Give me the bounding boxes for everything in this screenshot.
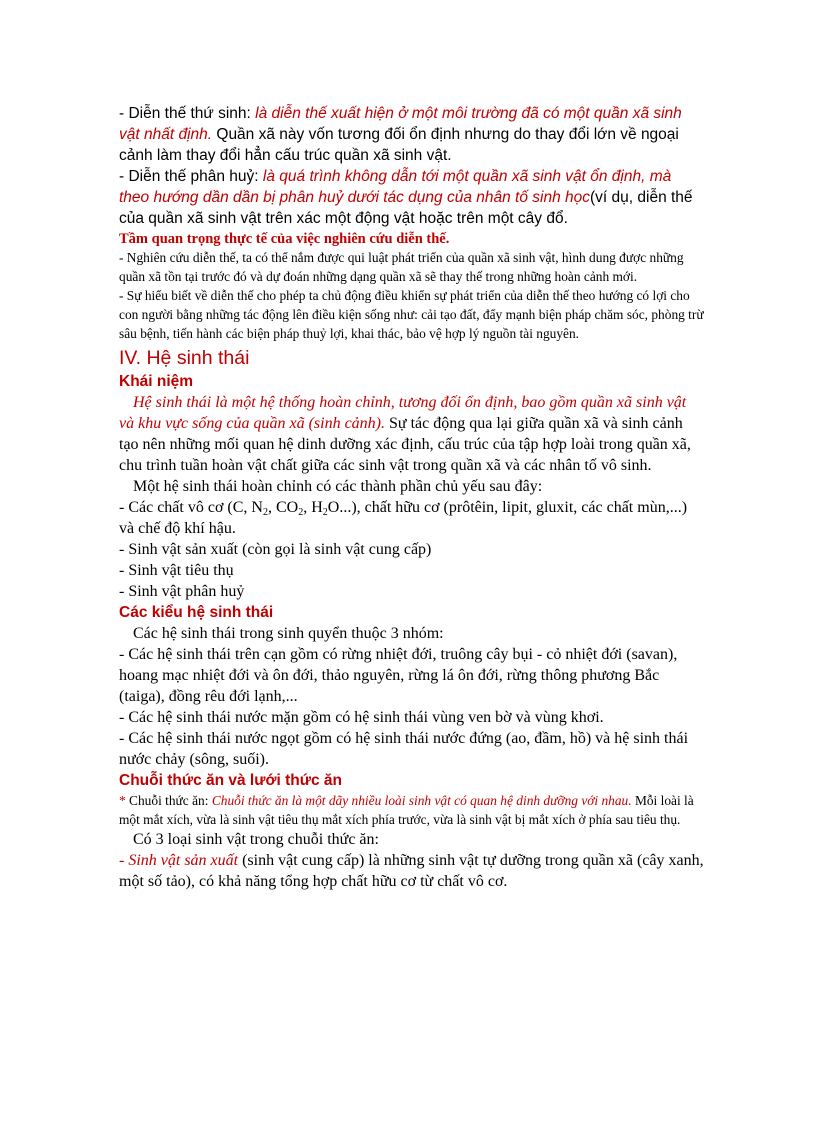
subscript: 2 — [298, 507, 304, 518]
term-lead: - Diễn thế thứ sinh: — [119, 105, 256, 122]
definition: là quá trình không dẫn tới một quần xã sinh vật ổn định, mà theo hướng dần dần bị phân huỷ dưới tác dụng của nhân tố sinh học — [119, 168, 672, 206]
definition: là diễn thế xuất hiện ở một môi trường đã có một quần xã sinh vật nhất định. — [119, 105, 682, 143]
paragraph-food-chain — [119, 791, 704, 829]
term-lead: Chuỗi thức ăn: — [129, 793, 212, 808]
heading-ecosystem-types: Các kiểu hệ sinh thái — [119, 604, 274, 621]
text: - Các chất vô cơ (C, N — [119, 499, 263, 516]
paragraph-text: (ví dụ, diễn thế của quần xã sinh vật trên xác một động vật hoặc trên một cây đổ. — [119, 189, 693, 227]
heading-concept: Khái niệm — [119, 373, 194, 390]
list-item-inorganic — [119, 497, 704, 539]
list-item-producers: - Sinh vật sản xuất (còn gọi là sinh vật cung cấp) — [119, 541, 432, 558]
text: , H — [303, 499, 323, 516]
definition: Hệ sinh thái là một hệ thống hoàn chỉnh, tương đối ổn định, bao gồm quần xã sinh vật và khu vực sống của quần xã (sinh cảnh). — [119, 394, 687, 432]
list-item-freshwater: - Các hệ sinh thái nước ngọt gồm có hệ sinh thái nước đứng (ao, đầm, hồ) và hệ sinh thái nước chảy (sông, suối). — [119, 730, 689, 768]
term-lead: - Diễn thế phân huỷ: — [119, 168, 263, 185]
definition: Chuỗi thức ăn là một dãy nhiều loài sinh vật có quan hệ dinh dưỡng với nhau. — [211, 793, 632, 808]
heading-importance: Tầm quan trọng thực tế của việc nghiên cứu diễn thế. — [119, 231, 450, 247]
paragraph-text: (sinh vật cung cấp) là những sinh vật tự dưỡng trong quần xã (cây xanh, một số tảo), có khả năng tổng hợp chất hữu cơ từ chất vô cơ. — [119, 852, 704, 890]
paragraph-text: Quần xã này vốn tương đối ổn định nhưng do thay đổi lớn về ngoại cảnh làm thay đổi hẳn cấu trúc quần xã sinh vật. — [119, 126, 679, 164]
paragraph-importance-1: - Nghiên cứu diễn thế, ta có thể nắm được qui luật phát triển của quần xã sinh vật, hình dung được những quần xã tồn tại trước đó và dự đoán những dạng quần xã sẽ thay thế trong những hoàn cảnh mới. — [119, 250, 684, 284]
document-page — [119, 103, 704, 892]
list-item-terrestrial: - Các hệ sinh thái trên cạn gồm có rừng nhiệt đới, truông cây bụi - cỏ nhiệt đới (savan), hoang mạc nhiệt đới và ôn đới, thảo nguyên, rừng lá ôn đới, rừng thông phương Bắc (taiga), đồng rêu đới lạnh,... — [119, 646, 678, 705]
paragraph-components-intro: Một hệ sinh thái hoàn chỉnh có các thành phần chủ yếu sau đây: — [133, 478, 543, 495]
list-item-saltwater: - Các hệ sinh thái nước mặn gồm có hệ sinh thái vùng ven bờ và vùng khơi. — [119, 709, 604, 726]
paragraph-text: Mỗi loài là một mắt xích, vừa là sinh vật tiêu thụ mắt xích phía trước, vừa là sinh vật bị mắt xích ở phía sau tiêu thụ. — [119, 793, 694, 827]
definition: - Sinh vật sản xuất — [119, 852, 239, 869]
paragraph-food-chain-types: Có 3 loại sinh vật trong chuỗi thức ăn: — [133, 831, 379, 848]
text: , CO — [267, 499, 299, 516]
list-item-decomposers: - Sinh vật phân huỷ — [119, 583, 245, 600]
bullet-star: * — [119, 793, 130, 808]
heading-food-chain: Chuỗi thức ăn và lưới thức ăn — [119, 772, 342, 789]
paragraph-decomposition-succession — [119, 166, 704, 229]
subscript: 2 — [262, 507, 268, 518]
paragraph-text: Sự tác động qua lại giữa quần xã và sinh cảnh tạo nên những mối quan hệ dinh dưỡng xác định, cấu trúc của tập hợp loài trong quần xã, chu trình tuần hoàn vật chất giữa các sinh vật trong quần xã và các nhân tố vô sinh. — [119, 415, 691, 474]
subscript: 2 — [322, 507, 328, 518]
paragraph-types-intro: Các hệ sinh thái trong sinh quyển thuộc 3 nhóm: — [133, 625, 444, 642]
section-heading-ecosystem: IV. Hệ sinh thái — [119, 347, 250, 369]
list-item-consumers: - Sinh vật tiêu thụ — [119, 562, 234, 579]
paragraph-producers — [119, 850, 704, 892]
paragraph-secondary-succession — [119, 103, 704, 166]
paragraph-importance-2: - Sự hiểu biết về diễn thế cho phép ta chủ động điều khiển sự phát triển của diễn thế theo hướng có lợi cho con người bằng những tác động lên điều kiện sống như: cải tạo đất, đẩy mạnh biện pháp chăm sóc, phòng trừ sâu bệnh, tiến hành các biện pháp thuỷ lợi, khai thác, bảo vệ hợp lý nguồn tài nguyên. — [119, 288, 704, 341]
text: O...), chất hữu cơ (prôtêin, lipit, gluxit, các chất mùn,...) và chế độ khí hậu. — [119, 499, 688, 537]
paragraph-concept — [119, 392, 704, 476]
